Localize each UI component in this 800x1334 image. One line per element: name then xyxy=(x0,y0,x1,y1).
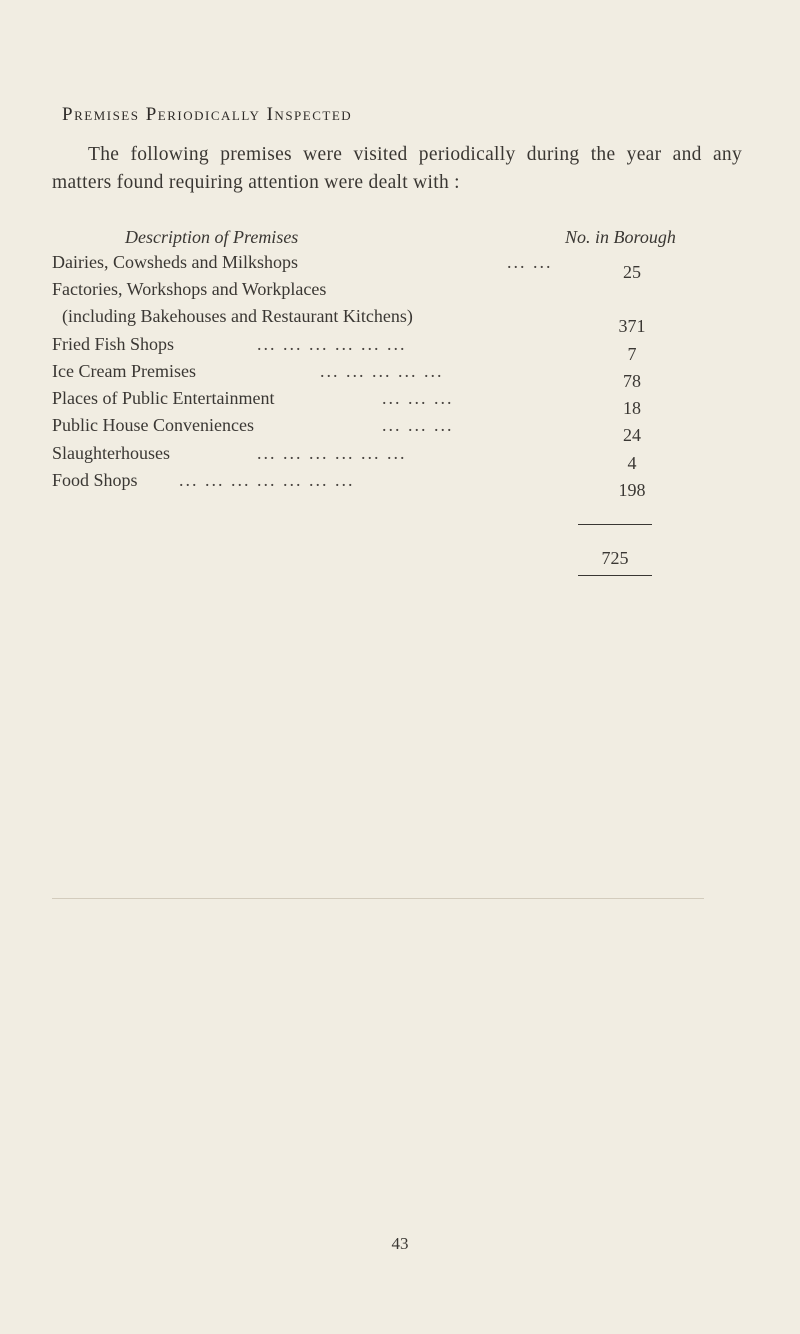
row-value: 4 xyxy=(627,453,637,473)
table-row xyxy=(52,470,672,500)
table-row xyxy=(52,443,672,473)
row-value: 24 xyxy=(623,425,641,445)
row-value: 198 xyxy=(618,480,646,500)
row-label: Fried Fish Shops xyxy=(52,334,175,354)
leader-dots: ... ... ... ... ... xyxy=(320,361,444,381)
row-label: Places of Public Entertainment xyxy=(52,388,275,408)
row-value: 25 xyxy=(623,262,641,282)
intro-paragraph: The following premises were visited periodically during the year and any matters found requiring attention were dealt with : xyxy=(52,144,742,193)
leader-dots: ... ... ... xyxy=(382,415,454,435)
table-row xyxy=(52,334,672,364)
table-row xyxy=(62,306,672,336)
table-row xyxy=(52,252,672,282)
table-row xyxy=(52,279,672,303)
bleed-through-line xyxy=(52,898,704,899)
row-label: (including Bakehouses and Restaurant Kitchens) xyxy=(62,306,413,326)
page-number: 43 xyxy=(391,1234,409,1253)
row-value: 371 xyxy=(618,316,646,336)
table-row xyxy=(52,388,672,418)
row-label: Factories, Workshops and Workplaces xyxy=(52,279,327,299)
total-rule-bottom xyxy=(578,575,652,576)
row-value: 18 xyxy=(623,398,641,418)
leader-dots: ... ... xyxy=(507,252,553,272)
row-label: Ice Cream Premises xyxy=(52,361,196,381)
row-label: Dairies, Cowsheds and Milkshops xyxy=(52,252,298,272)
leader-dots: ... ... ... ... ... ... ... xyxy=(179,470,355,490)
column-header-description: Description of Premises xyxy=(125,227,299,247)
leader-dots: ... ... ... ... ... ... xyxy=(257,443,407,463)
total-value: 725 xyxy=(601,548,629,568)
section-heading: Premises Periodically Inspected xyxy=(62,104,353,125)
row-value: 78 xyxy=(623,371,641,391)
column-header-number: No. in Borough xyxy=(565,227,676,247)
row-value: 7 xyxy=(627,344,637,364)
row-label: Food Shops xyxy=(52,470,138,490)
row-label: Public House Conveniences xyxy=(52,415,254,435)
leader-dots: ... ... ... xyxy=(382,388,454,408)
total-rule-top xyxy=(578,524,652,525)
leader-dots: ... ... ... ... ... ... xyxy=(257,334,407,354)
table-row xyxy=(52,415,672,445)
row-label: Slaughterhouses xyxy=(52,443,170,463)
table-row xyxy=(52,361,672,391)
